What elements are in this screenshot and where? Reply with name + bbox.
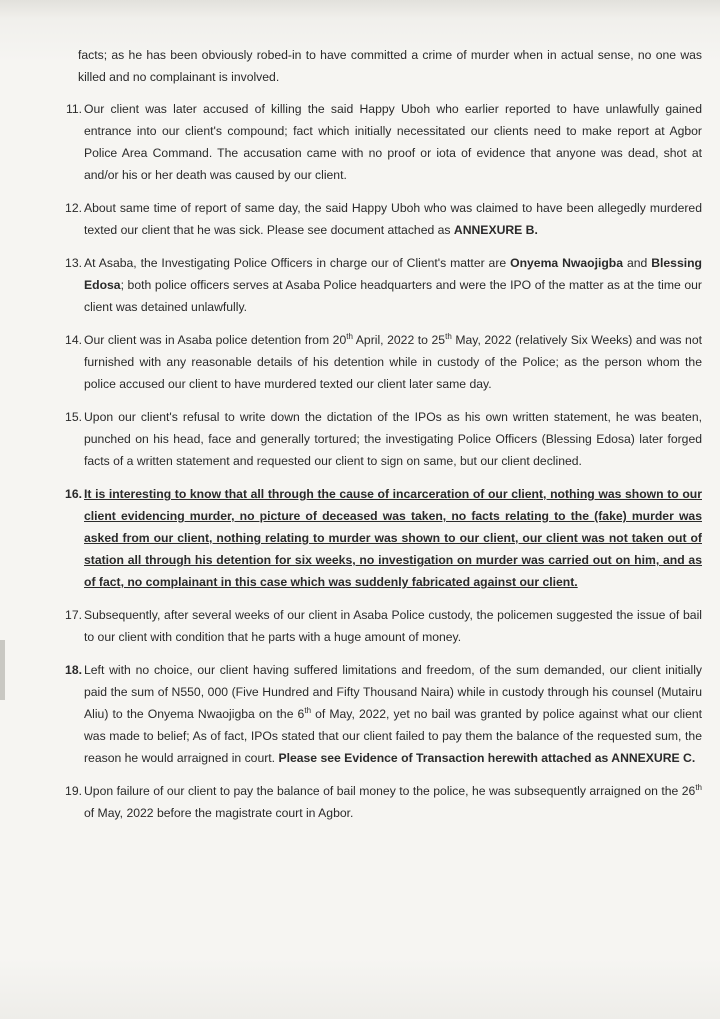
paragraph-19 — [52, 780, 702, 824]
officer-name: Onyema Nwaojigba — [510, 256, 624, 270]
page-top-edge — [0, 0, 720, 18]
text-segment: ; both police officers serves at Asaba Police headquarters and were the IPO of the matter as at the time our client was detained unlawfully. — [84, 278, 702, 314]
paragraph-14 — [52, 329, 702, 395]
ordinal-suffix: th — [346, 331, 353, 341]
paragraph-number: 11. — [65, 102, 82, 116]
text-segment: Our client was in Asaba police detention from 20 — [84, 333, 347, 347]
paragraph-text — [84, 197, 702, 241]
annexure-reference: ANNEXURE B. — [453, 223, 538, 237]
paragraph-12 — [52, 197, 702, 241]
ordinal-suffix: th — [445, 331, 452, 341]
ordinal-suffix: th — [304, 705, 312, 715]
paragraph-number: 17. — [65, 608, 82, 622]
text-segment: of May, 2022, yet no bail was granted by police against what our client was made to belief; As of fact, IPOs stated that our client failed to pay them the balance of the requested sum, the reason he would arraigned in court. — [84, 707, 703, 765]
text-segment: May, 2022 (relatively Six Weeks) and was not furnished with any reasonable details of his detention while in custody of the Police; as the person whom the police accused our client to have murdered texted our client later same day. — [84, 333, 702, 391]
paragraph-text — [84, 659, 702, 769]
paragraph-11 — [52, 98, 702, 186]
ordinal-suffix: th — [695, 782, 702, 792]
paragraph-number: 15. — [65, 410, 82, 424]
paragraph-13 — [52, 252, 702, 318]
text-segment: At Asaba, the Investigating Police Officers in charge our of Client's matter are — [84, 256, 507, 270]
paragraph-number: 18. — [65, 663, 82, 677]
paragraph-18 — [52, 659, 702, 769]
paragraph-number: 14. — [65, 333, 82, 347]
annexure-reference: Please see Evidence of Transaction herewith attached as ANNEXURE C. — [278, 751, 696, 765]
document-body — [52, 44, 702, 835]
paragraph-number: 19. — [65, 784, 82, 798]
paragraph-text: Upon our client's refusal to write down the dictation of the IPOs as his own written statement, he was beaten, punched on his head, face and generally tortured; the investigating Police Officers (Blessing Edosa) later forged facts of a written statement and requested our client to sign on same, but our client declined. — [84, 410, 702, 468]
officer-name: Blessing Edosa — [84, 256, 703, 292]
paragraph-text — [84, 329, 702, 395]
paragraph-text — [84, 252, 702, 318]
paragraph-17 — [52, 604, 702, 648]
paragraph-text: It is interesting to know that all through the cause of incarceration of our client, nothing was shown to our client evidencing murder, no picture of deceased was taken, no facts relating to the (fake) murder was asked from our client, nothing relating to murder was shown to our client, our client was not taken out of station all through his detention for six weeks, no investigation on murder was carried out on him, and as of fact, no complainant in this case which was suddenly fabricated against our client. — [84, 487, 702, 589]
paragraph-text: Our client was later accused of killing the said Happy Uboh who earlier reported to have unlawfully gained entrance into our client's compound; fact which initially necessitated our clients need to make report at Agbor Police Area Command. The accusation came with no proof or iota of evidence that anyone was dead, shot at and/or his or her death was caused by our client. — [84, 102, 702, 182]
paragraph-text — [84, 780, 702, 824]
paragraph-body: About same time of report of same day, the said Happy Uboh who was claimed to have been allegedly murdered texted our client that he was sick. Please see document attached as — [84, 201, 702, 237]
paragraph-number: 12. — [65, 201, 82, 215]
text-segment: and — [626, 256, 648, 270]
text-segment: April, 2022 to 25 — [355, 333, 446, 347]
paragraph-15 — [52, 406, 702, 472]
scan-edge-mark — [0, 640, 5, 700]
continuation-paragraph: facts; as he has been obviously robed-in to have committed a crime of murder when in actual sense, no one was killed and no complainant is involved. — [78, 48, 702, 84]
text-segment: Upon failure of our client to pay the balance of bail money to the police, he was subsequently arraigned on the 26 — [84, 784, 696, 798]
paragraph-number: 13. — [65, 256, 82, 270]
text-segment: Left with no choice, our client having suffered limitations and freedom, of the sum demanded, our client initially paid the sum of N550, 000 (Five Hundred and Fifty Thousand Naira) while in custody through his counsel (Mutairu Aliu) to the Onyema Nwaojigba on the 6 — [84, 663, 702, 721]
paragraph-text: Subsequently, after several weeks of our client in Asaba Police custody, the policemen suggested the issue of bail to our client with condition that he parts with a huge amount of money. — [84, 608, 702, 644]
paragraph-16 — [52, 483, 702, 593]
text-segment: of May, 2022 before the magistrate court in Agbor. — [84, 806, 354, 820]
paragraph-number: 16. — [65, 487, 82, 501]
